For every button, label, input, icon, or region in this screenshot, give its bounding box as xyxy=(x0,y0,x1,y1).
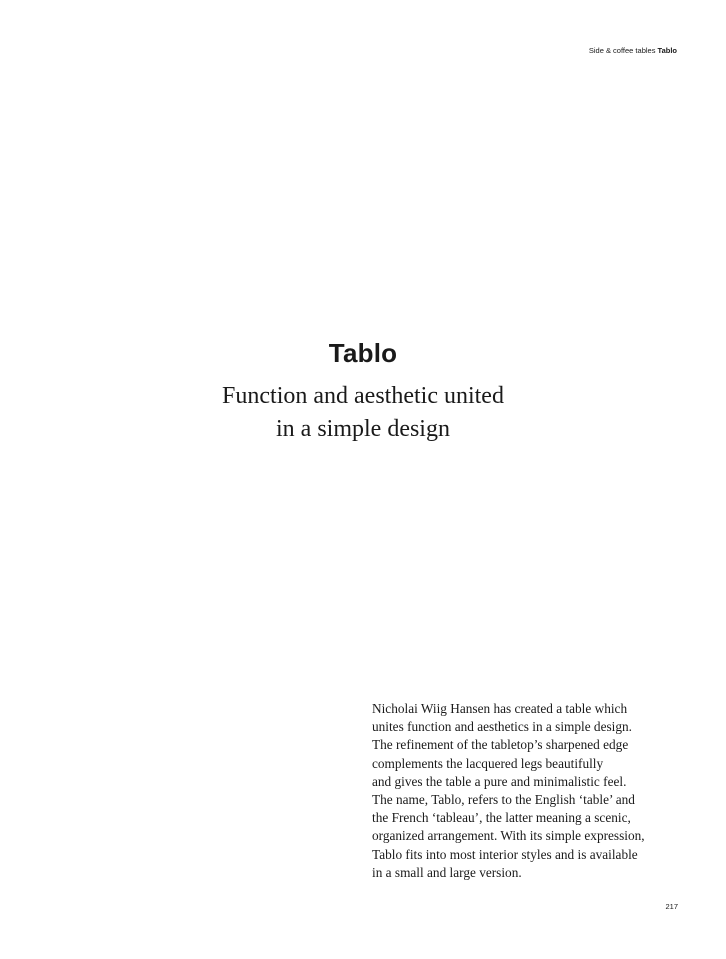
body-line: Tablo fits into most interior styles and is available xyxy=(372,846,638,862)
body-paragraph xyxy=(372,700,672,882)
subtitle-line: Function and aesthetic united xyxy=(222,383,504,409)
title-block xyxy=(0,336,726,446)
page-number: 217 xyxy=(665,902,678,911)
subtitle-line: in a simple design xyxy=(276,416,450,442)
page-title: Tablo xyxy=(328,338,398,368)
body-line: organized arrangement. With its simple expression, xyxy=(372,828,645,844)
body-line: The name, Tablo, refers to the English ‘table’ and xyxy=(372,792,635,808)
body-line: and gives the table a pure and minimalistic feel. xyxy=(372,773,627,789)
body-line: The refinement of the tabletop’s sharpened edge xyxy=(372,737,629,753)
body-line: the French ‘tableau’, the latter meaning a scenic, xyxy=(372,810,631,826)
body-line: complements the lacquered legs beautifully xyxy=(372,755,604,771)
body-line: Nicholai Wiig Hansen has created a table which xyxy=(372,701,628,716)
header-section: Side & coffee tables xyxy=(588,46,656,55)
running-header xyxy=(589,46,677,56)
body-line: unites function and aesthetics in a simple design. xyxy=(372,719,632,735)
body-line: in a small and large version. xyxy=(372,864,522,880)
page-subtitle xyxy=(0,380,726,446)
header-product: Tablo xyxy=(657,46,677,55)
